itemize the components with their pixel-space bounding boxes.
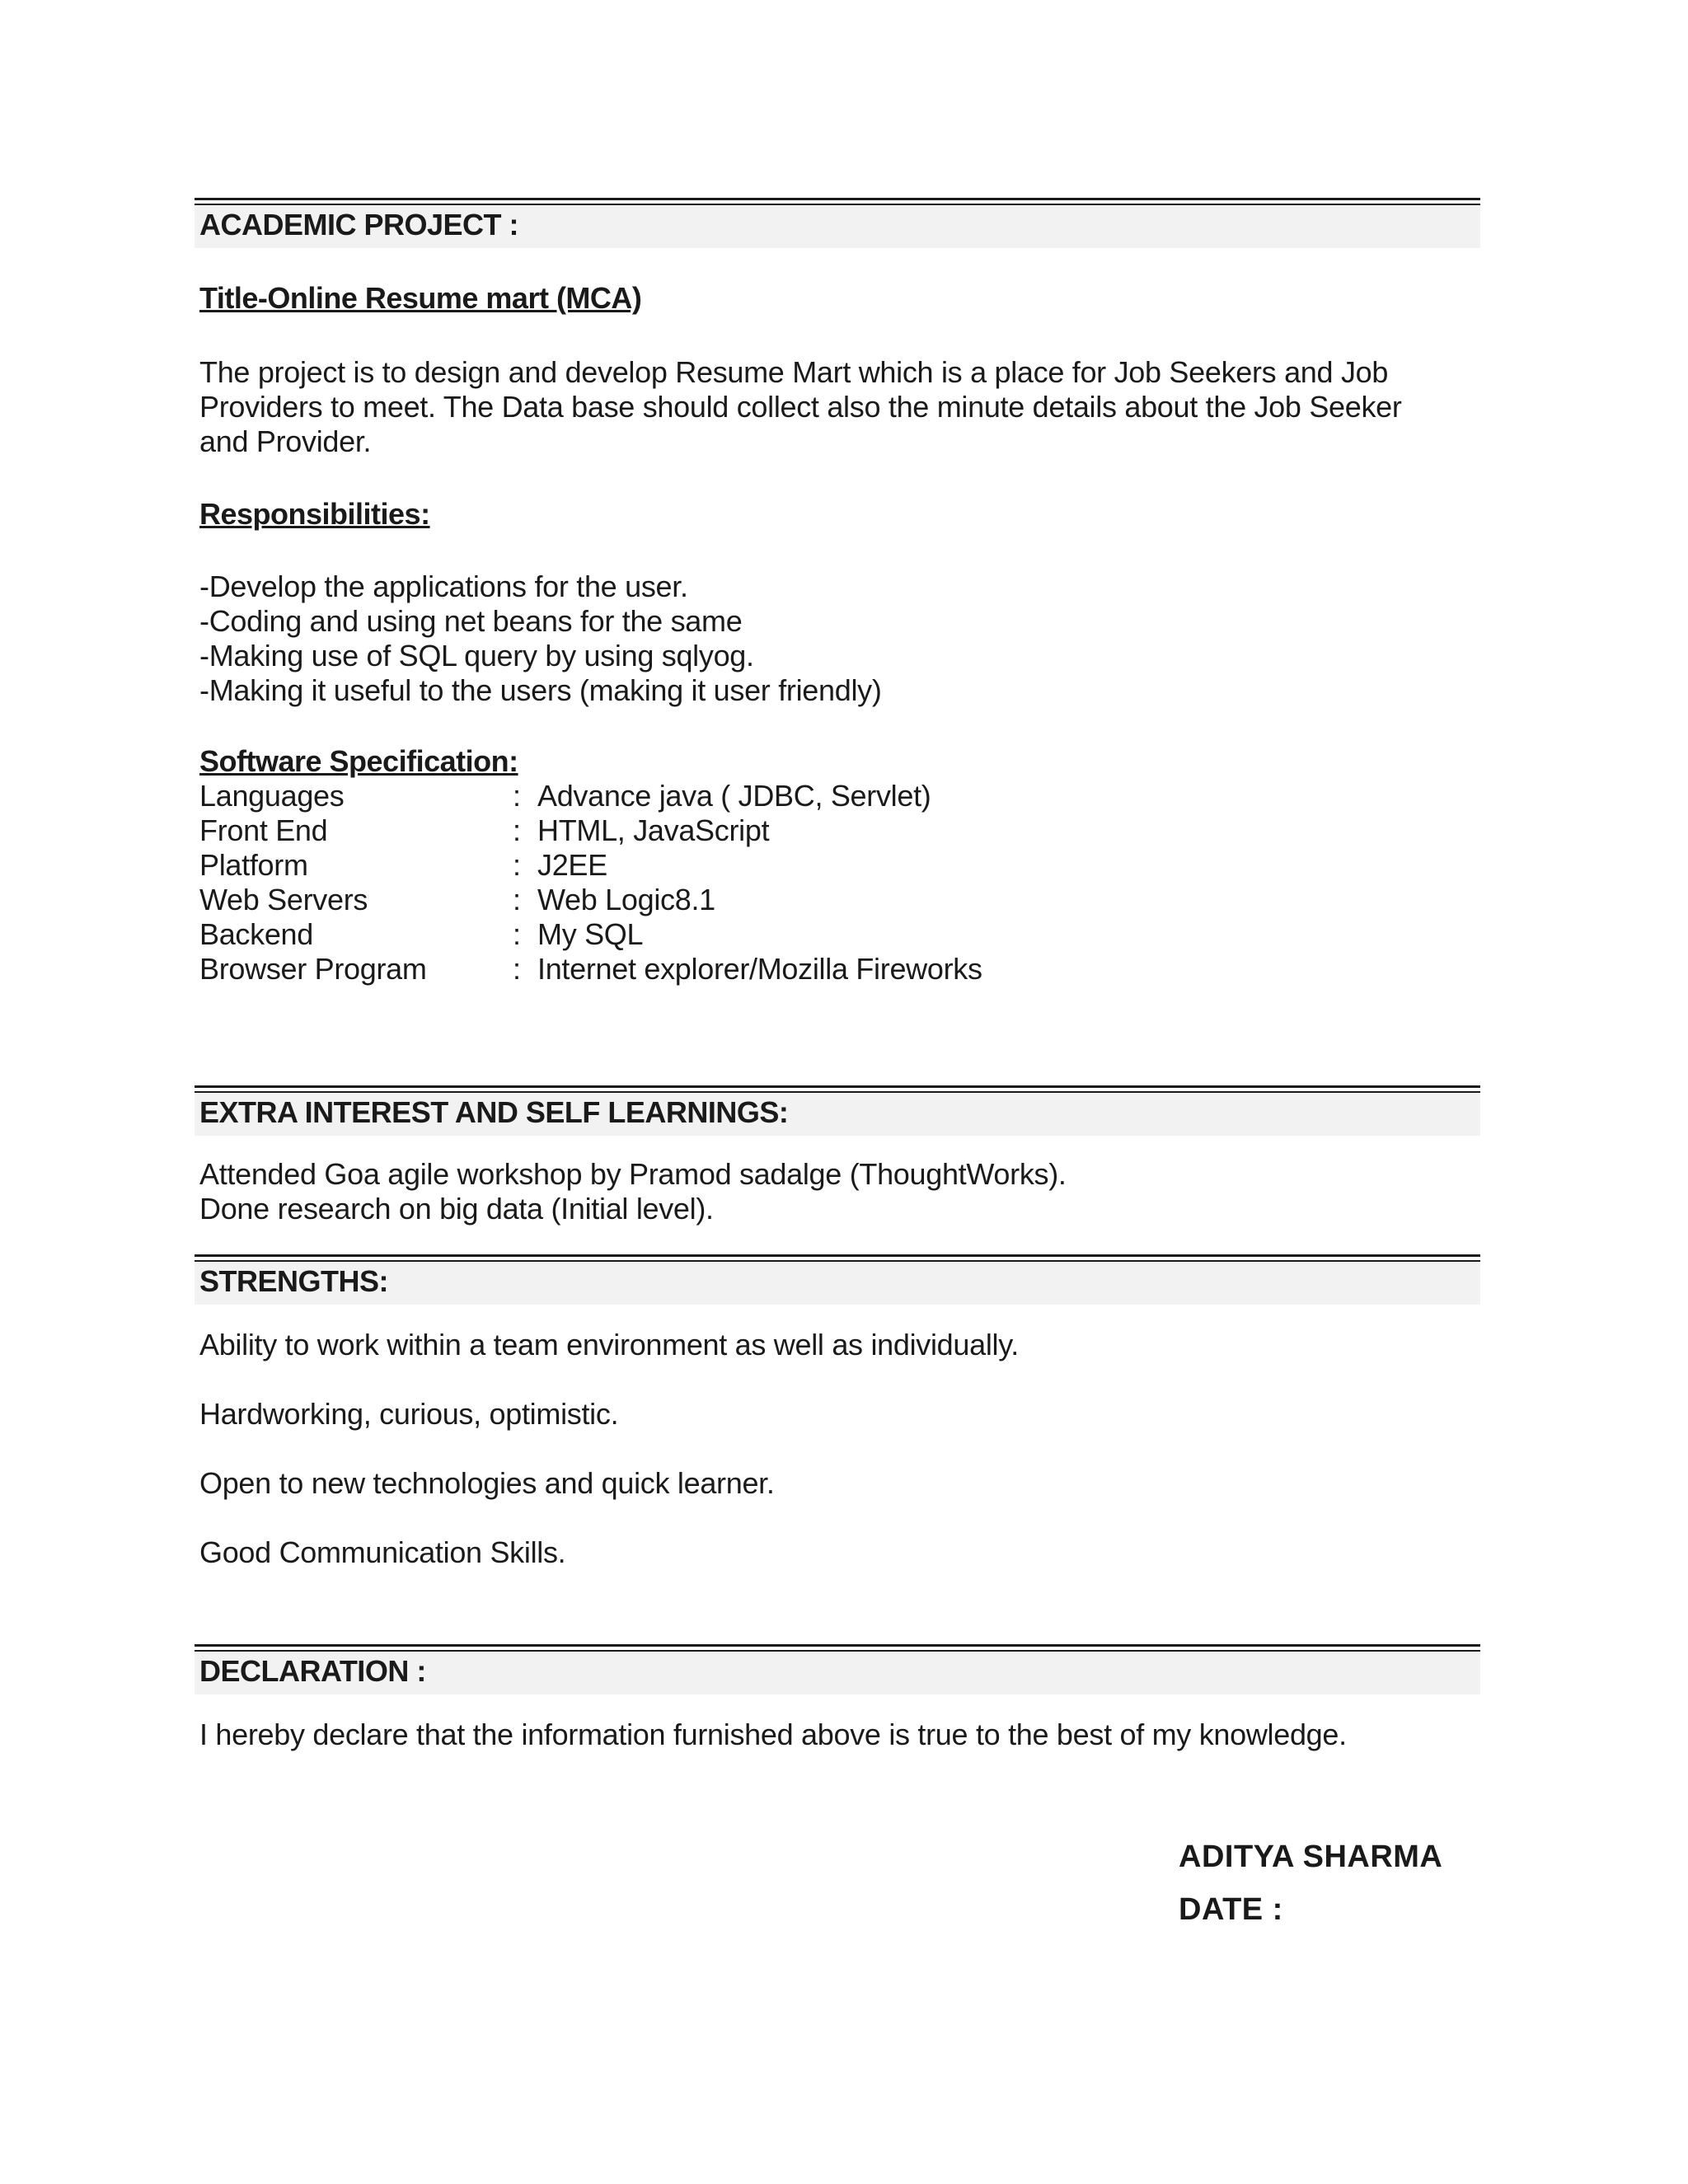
declaration-heading: DECLARATION : [195,1652,1480,1694]
spec-label: Backend [199,917,313,951]
strengths-section [195,1254,1480,1570]
project-description-line: Providers to meet. The Data base should collect also the minute details about the Job Seeker [199,390,1402,424]
spec-label: Web Servers [199,883,368,916]
responsibilities-heading: Responsibilities: [199,497,430,531]
software-spec-table [195,779,1480,987]
responsibility-item: -Coding and using net beans for the same [199,604,743,638]
declaration-section [195,1644,1480,1752]
strengths-heading: STRENGTHS: [195,1262,1480,1305]
section-rule [195,1254,1480,1257]
spec-value: Advance java ( JDBC, Servlet) [537,779,931,813]
spec-value: HTML, JavaScript [537,813,770,847]
responsibility-item: -Making use of SQL query by using sqlyog. [199,639,754,673]
signature-name: ADITYA SHARMA [1179,1840,1443,1874]
spec-separator: : [513,848,521,882]
project-title: Title-Online Resume mart (MCA) [199,281,642,315]
spec-value: My SQL [537,917,644,951]
software-spec-heading: Software Specification: [199,744,518,778]
strength-item: Hardworking, curious, optimistic. [199,1397,619,1431]
spec-separator: : [513,883,521,916]
spec-row [195,952,1480,987]
spec-row [195,917,1480,952]
section-rule [195,1644,1480,1647]
extra-interest-line: Attended Goa agile workshop by Pramod sadalge (ThoughtWorks). [199,1157,1067,1191]
extra-interest-section [195,1085,1480,1226]
spec-label: Browser Program [199,952,427,986]
responsibility-item: -Develop the applications for the user. [199,569,688,603]
spec-row [195,848,1480,883]
spec-separator: : [513,952,521,986]
spec-value: J2EE [537,848,607,882]
extra-interest-heading: EXTRA INTEREST AND SELF LEARNINGS: [195,1093,1480,1136]
declaration-text: I hereby declare that the information furnished above is true to the best of my knowledge. [199,1718,1347,1751]
spec-separator: : [513,779,521,813]
spec-separator: : [513,813,521,847]
extra-interest-line: Done research on big data (Initial level). [199,1192,714,1226]
strength-item: Ability to work within a team environment as well as individually. [199,1328,1019,1361]
project-description-line: and Provider. [199,424,372,458]
project-description-line: The project is to design and develop Resume Mart which is a place for Job Seekers and Job [199,355,1389,389]
section-rule [195,198,1480,200]
responsibility-item: -Making it useful to the users (making it user friendly) [199,673,882,707]
section-rule [195,1085,1480,1088]
spec-label: Front End [199,813,328,847]
spec-value: Internet explorer/Mozilla Fireworks [537,952,982,986]
spec-value: Web Logic8.1 [537,883,715,916]
strength-item: Open to new technologies and quick learner. [199,1466,775,1500]
signature-date-label: DATE : [1179,1892,1283,1927]
academic-project-heading: ACADEMIC PROJECT : [195,205,1480,248]
strength-item: Good Communication Skills. [199,1535,566,1569]
spec-label: Platform [199,848,308,882]
spec-row [195,779,1480,813]
spec-row [195,883,1480,917]
spec-row [195,813,1480,848]
spec-separator: : [513,917,521,951]
academic-project-section [195,198,1480,987]
spec-label: Languages [199,779,345,813]
resume-page [195,198,1480,1752]
